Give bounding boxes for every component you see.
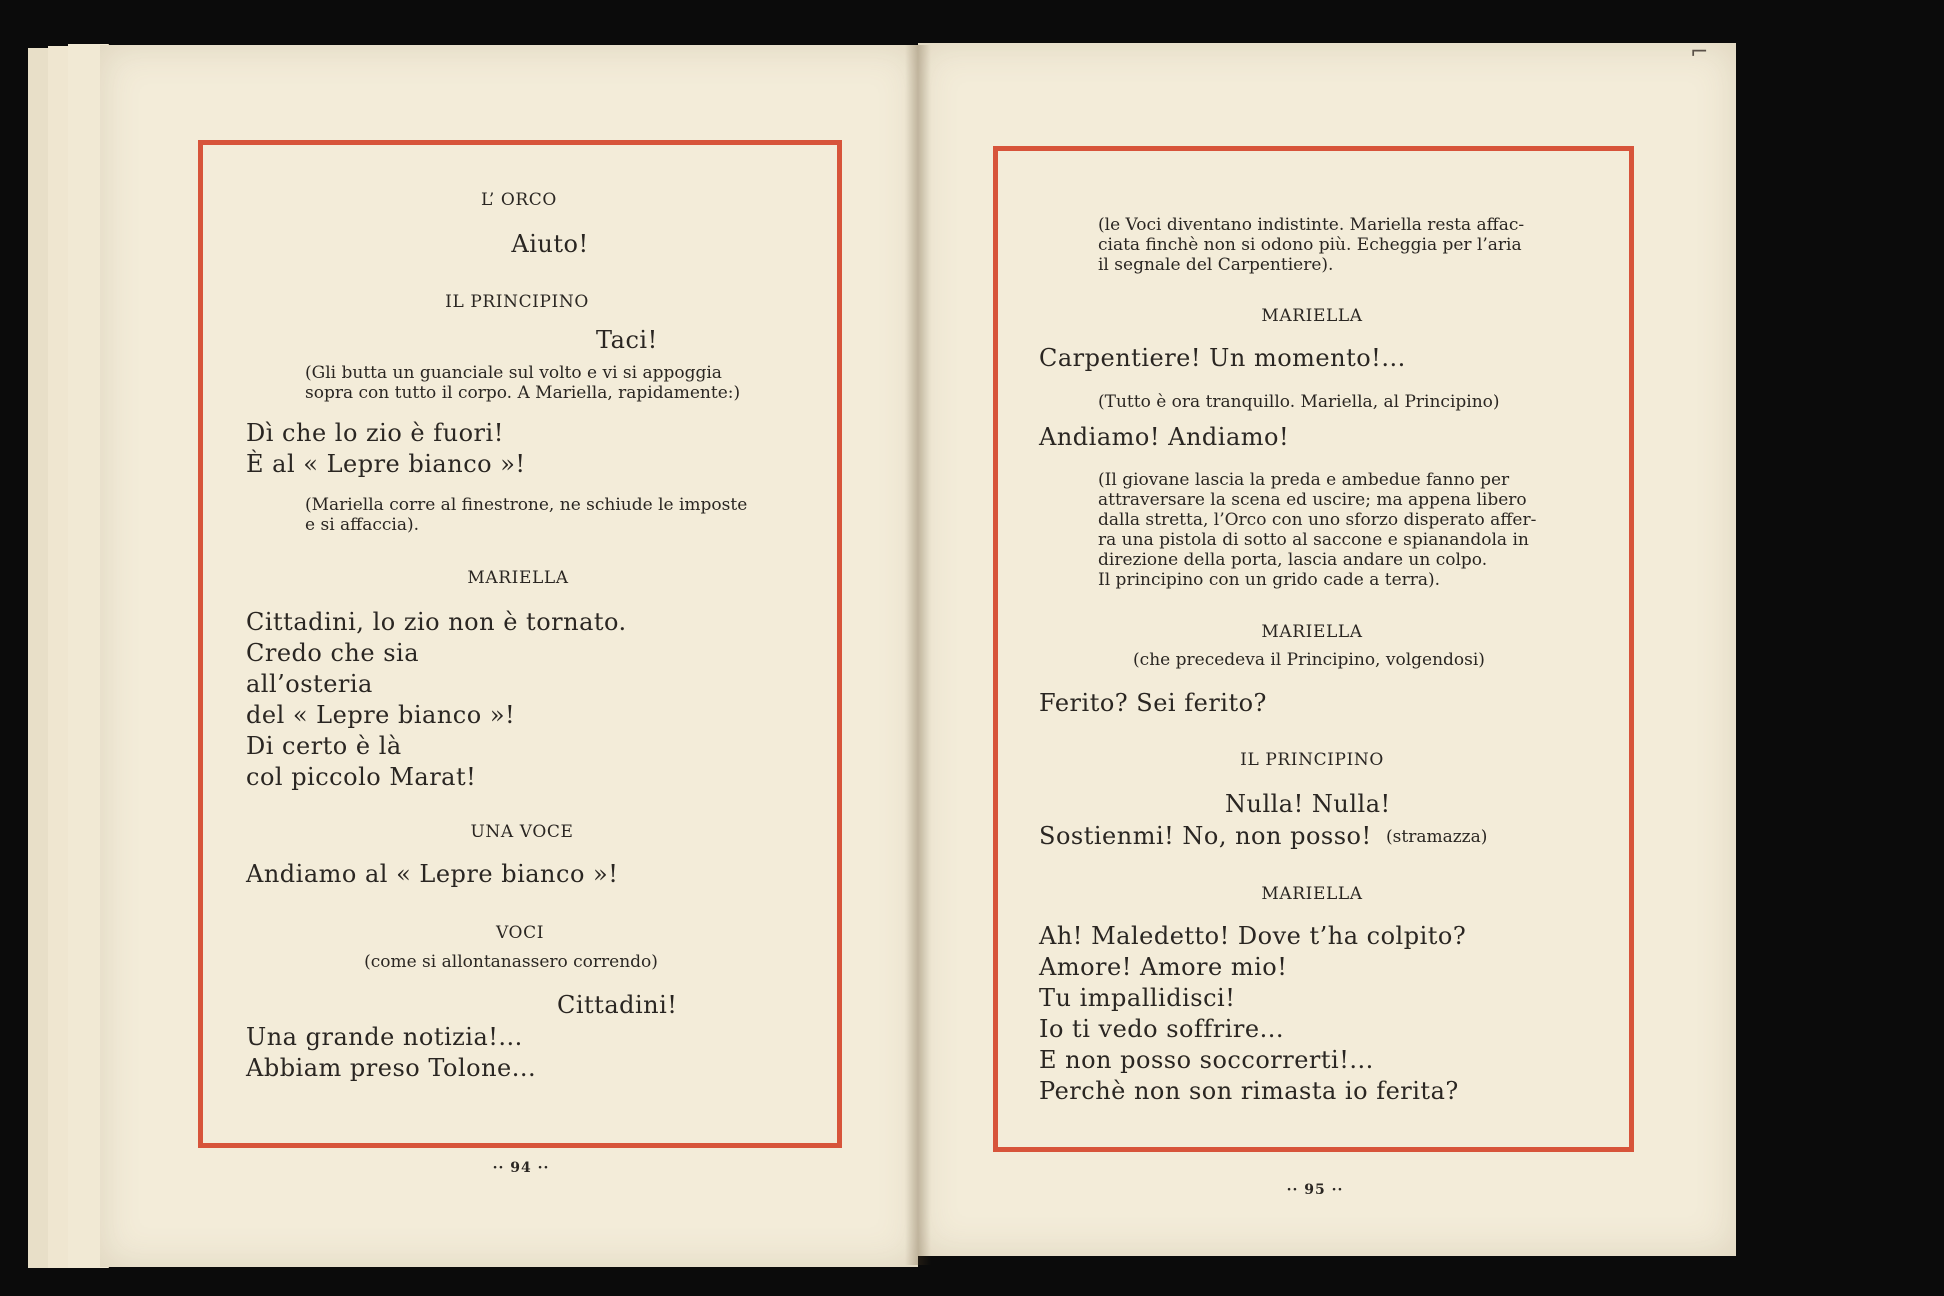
line-aiuto: Aiuto! — [511, 230, 589, 258]
stage-direction: (stramazza) — [1386, 827, 1488, 847]
speaker-principino: IL PRINCIPINO — [445, 292, 589, 312]
line-nulla: Nulla! Nulla! — [1225, 790, 1391, 818]
stage-direction: (Tutto è ora tranquillo. Mariella, al Principino) — [1098, 392, 1500, 412]
stage-direction: (come si allontanassero correndo) — [364, 952, 658, 972]
stage-direction: (Il giovane lascia la preda e ambedue fanno per attraversare la scena ed uscire; ma appena libero dalla stretta, l’Orco con uno sforzo disperato affer- ra una pistola di sotto al saccone e spianandola in direzione della porta, lascia andare un colpo. Il principino con un grido cade a terra). — [1098, 470, 1537, 590]
line-andiamo-lepre: Andiamo al « Lepre bianco »! — [246, 860, 619, 888]
stage-direction: (che precedeva il Principino, volgendosi) — [1133, 650, 1485, 670]
speaker-mariella: MARIELLA — [467, 568, 569, 588]
verse-block: Una grande notizia!... Abbiam preso Tolone... — [246, 1023, 537, 1082]
page-number: ·· 95 ·· — [1286, 1182, 1344, 1198]
stage-direction: (le Voci diventano indistinte. Mariella resta affac- ciata finchè non si odono più. Echeggia per l’aria il segnale del Carpentiere). — [1098, 215, 1525, 275]
speaker-una-voce: UNA VOCE — [470, 822, 574, 842]
speaker-voci: VOCI — [495, 923, 545, 943]
line-ferito: Ferito? Sei ferito? — [1039, 689, 1267, 717]
line-cittadini: Cittadini! — [557, 991, 678, 1019]
speaker-orco: L’ ORCO — [481, 190, 557, 210]
book-gutter — [905, 45, 931, 1265]
verse-block: Ah! Maledetto! Dove t’ha colpito? Amore! Amore mio! Tu impallidisci! Io ti vedo soffrire... E non posso soccorrerti!... Perchè non son rimasta io ferita? — [1039, 922, 1467, 1105]
verse-block: Cittadini, lo zio non è tornato. Credo che sia all’osteria del « Lepre bianco »! Di certo è là col piccolo Marat! — [246, 608, 627, 791]
line-sostienmi: Sostienmi! No, non posso! — [1039, 822, 1372, 850]
folded-corner-icon: ⌐ — [1690, 40, 1709, 65]
speaker-mariella: MARIELLA — [1261, 622, 1363, 642]
speaker-mariella: MARIELLA — [1261, 306, 1363, 326]
line-taci: Taci! — [596, 326, 658, 354]
stage-direction: (Mariella corre al finestrone, ne schiude le imposte e si affaccia). — [305, 495, 748, 535]
stage-direction: (Gli butta un guanciale sul volto e vi si appoggia sopra con tutto il corpo. A Mariella, rapidamente:) — [305, 363, 741, 403]
speaker-mariella: MARIELLA — [1261, 884, 1363, 904]
line-carpentiere: Carpentiere! Un momento!... — [1039, 344, 1406, 372]
page-number: ·· 94 ·· — [492, 1160, 550, 1176]
verse-block: Dì che lo zio è fuori! È al « Lepre bianco »! — [246, 419, 526, 478]
speaker-principino: IL PRINCIPINO — [1240, 750, 1384, 770]
line-andiamo: Andiamo! Andiamo! — [1039, 423, 1290, 451]
